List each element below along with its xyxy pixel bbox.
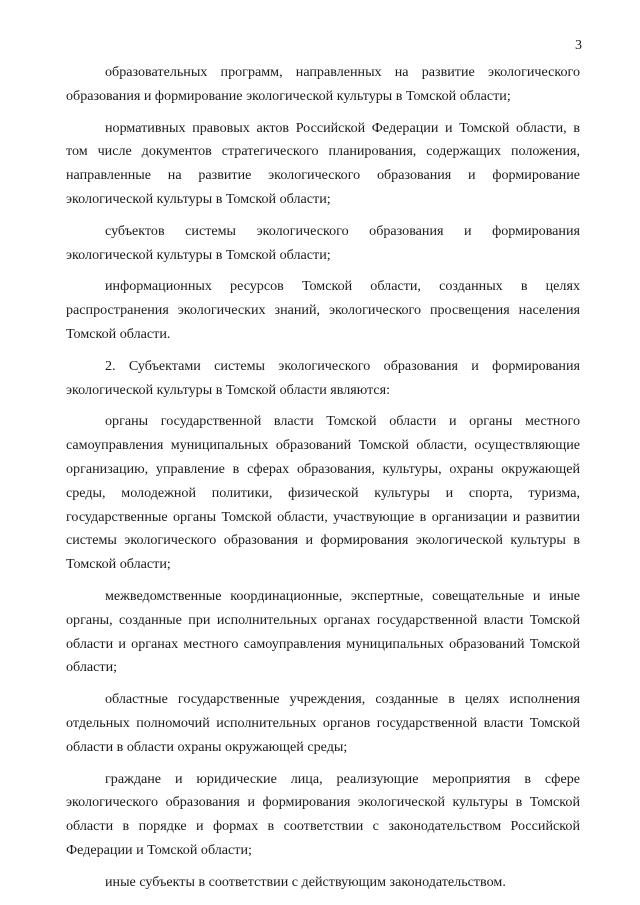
paragraph-educational-programs: образовательных программ, направленных на развитие экологического образования и формирование экологической культуры в Томской области; <box>66 64 580 104</box>
paragraph-normative-acts: нормативных правовых актов Российской Федерации и Томской области, в том числе документов стратегического планирования, содержащих положения, направленные на развитие экологического образования и формирование экологической культуры в Томской области; <box>66 119 580 207</box>
paragraph-system-subjects: субъектов системы экологического образования и формирования экологической культуры в Томской области; <box>66 222 580 263</box>
document-body <box>66 61 580 903</box>
page-number: 3 <box>575 38 582 53</box>
paragraph-interagency-bodies: межведомственные координационные, экспертные, совещательные и иные органы, созданные при исполнительных органах государственной власти Томской области и органах местного самоуправления муниципальных образований Томской области; <box>66 587 580 676</box>
paragraph-section-2-intro: 2. Субъектами системы экологического образования и формирования экологической культуры в Томской области являются: <box>66 357 580 398</box>
paragraph-regional-institutions: областные государственные учреждения, созданные в целях исполнения отдельных полномочий исполнительных органов государственной власти Томской области в области охраны окружающей среды; <box>66 691 580 755</box>
paragraph-citizens-and-entities: граждане и юридические лица, реализующие мероприятия в сфере экологического образования и формирования экологической культуры в Томской области в порядке и формах в соответствии с законодательством Российской Федерации и Томской области; <box>66 770 580 858</box>
paragraph-other-subjects: иные субъекты в соответствии с действующим законодательством. <box>105 873 506 890</box>
paragraph-information-resources: информационных ресурсов Томской области, созданных в целях распространения экологических знаний, экологического просвещения населения Томской области. <box>66 278 580 342</box>
paragraph-government-bodies: органы государственной власти Томской области и органы местного самоуправления муниципальных образований Томской области, осуществляющие организацию, управление в сферах образования, культуры, охраны окружающей среды, молодежной политики, физической культуры и спорта, туризма, государственные органы Томской области, участвующие в организации и развитии системы экологического образования и формирования экологической культуры в Томской области; <box>66 413 580 573</box>
